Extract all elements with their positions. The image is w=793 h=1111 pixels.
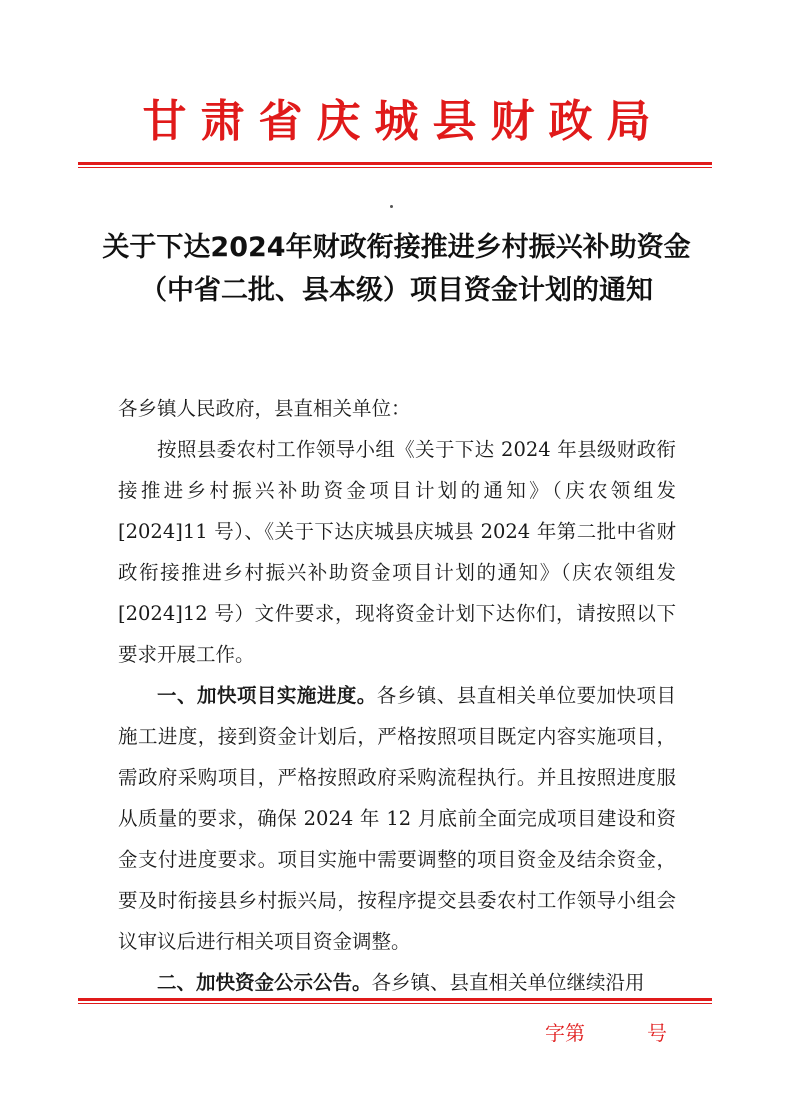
section-2-text: 各乡镇、县直相关单位继续沿用 xyxy=(371,971,645,994)
section-1-text: 各乡镇、县直相关单位要加快项目施工进度，接到资金计划后，严格按照项目既定内容实施项目，需政府采购项目，严格按照政府采购流程执行。并且按照进度服从质量的要求，确保 2024 年 12 月底前全面完成项目建设和资金支付进度要求。项目实施中需要调整的项目资金及结余资金，要及时衔接县乡村振兴局，按程序提交县委农村工作领导小组会议审议后进行相关项目资金调整。 xyxy=(118,684,676,953)
footer-red-rule xyxy=(78,998,712,1004)
addressee: 各乡镇人民政府，县直相关单位： xyxy=(118,397,411,420)
document-body xyxy=(118,388,676,1003)
zi-di-label: 字第 xyxy=(545,1021,585,1045)
document-title: 关于下达2024年财政衔接推进乡村振兴补助资金（中省二批、县本级）项目资金计划的通知 xyxy=(102,232,691,306)
intro-paragraph: 按照县委农村工作领导小组《关于下达 2024 年县级财政衔接推进乡村振兴补助资金项目计划的通知》（庆农领组发[2024]11 号）、《关于下达庆城县庆城县 2024 年第二批中省财政衔接推进乡村振兴补助资金项目计划的通知》（庆农领组发[2024]12 号）文件要求，现将资金计划下达你们，请按照以下要求开展工作。 xyxy=(118,438,676,666)
section-2-paragraph xyxy=(118,962,676,1003)
section-2-heading: 二、加快资金公示公告。 xyxy=(157,971,372,994)
issuer-header: 甘肃省庆城县财政局 xyxy=(142,96,665,147)
document-number-field xyxy=(545,1017,667,1046)
decorative-dot xyxy=(390,205,393,208)
header-red-rule xyxy=(78,162,712,168)
section-1-heading: 一、加快项目实施进度。 xyxy=(157,684,377,707)
section-1-paragraph xyxy=(118,675,676,962)
hao-label: 号 xyxy=(647,1021,667,1045)
